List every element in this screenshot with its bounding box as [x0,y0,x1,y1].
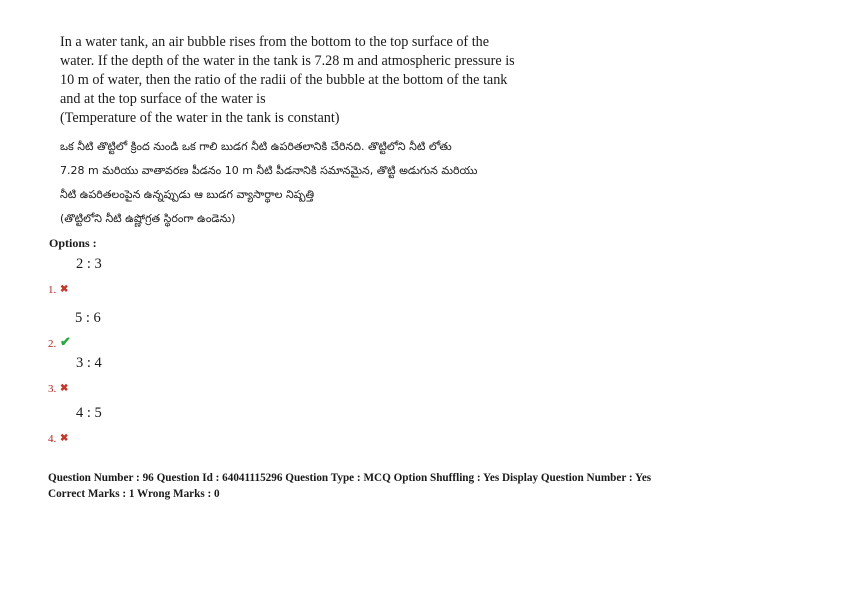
option-3 [48,355,248,395]
cross-icon: ✖ [60,284,69,295]
option-value: 2 : 3 [76,256,102,272]
question-line: In a water tank, an air bubble rises from the bottom to the top surface of the [60,34,490,50]
question-line-telugu: (తొట్టిలోని నీటి ఉష్ణోగ్రత స్థిరంగా ఉండెను) [60,212,236,225]
question-line: and at the top surface of the water is [60,91,266,107]
question-info-line: Question Number : 96 Question Id : 64041115296 Question Type : MCQ Option Shuffling : Yes Display Question Number : Yes [48,472,652,484]
option-2 [48,310,248,350]
cross-icon: ✖ [60,433,69,444]
option-number: 2. [48,338,57,350]
question-line-telugu: ఒక నీటి తొట్టిలో క్రింద నుండి ఒక గాలి బుడగ నీటి ఉపరితలానికి చేరినది. తొట్టిలోని నీటి లోతు [60,140,452,153]
option-number: 1. [48,284,57,296]
option-value: 3 : 4 [76,355,102,371]
question-line-telugu: 7.28 m మరియు వాతావరణ పీడనం 10 m నీటి పీడనానికి సమానమైన, తొట్టి అడుగున మరియు [60,164,478,177]
cross-icon: ✖ [60,383,69,394]
question-line: water. If the depth of the water in the tank is 7.28 m and atmospheric pressure is [60,53,515,69]
check-icon: ✔ [60,334,71,349]
option-value: 4 : 5 [76,405,102,421]
question-text-telugu [60,135,600,231]
options-label: Options : [49,236,97,250]
question-line: (Temperature of the water in the tank is constant) [60,110,340,126]
question-metadata [48,470,748,502]
question-line: 10 m of water, then the ratio of the radii of the bubble at the bottom of the tank [60,72,508,88]
option-number: 4. [48,433,57,445]
option-number: 3. [48,383,57,395]
question-text-english [60,33,590,128]
question-line-telugu: నీటి ఉపరితలంపైన ఉన్నప్పుడు ఆ బుడగ వ్యాసార్థాల నిష్పత్తి [60,188,315,201]
option-4 [48,405,248,445]
option-value: 5 : 6 [75,310,101,326]
option-1 [48,256,248,296]
marks-info-line: Correct Marks : 1 Wrong Marks : 0 [48,488,220,500]
